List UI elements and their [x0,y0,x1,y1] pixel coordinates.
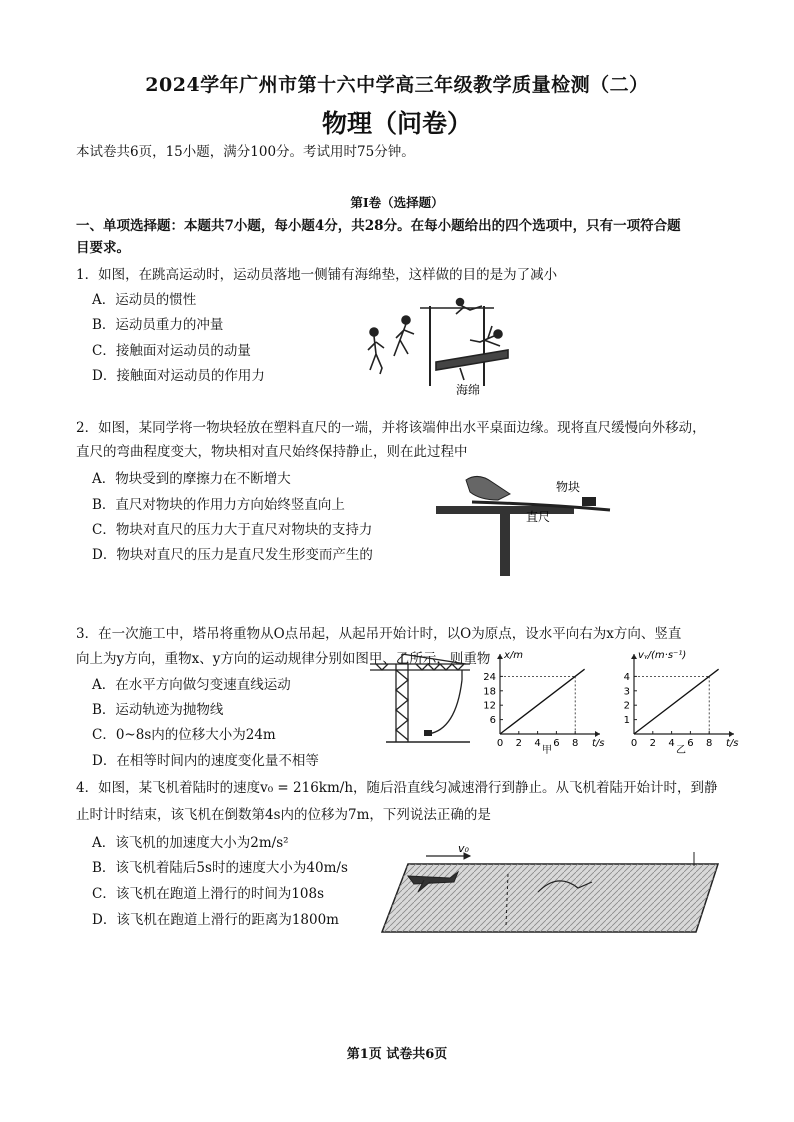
runway-figure [378,842,728,938]
question-4-stem-2: 止时计时结束，该飞机在倒数第4s内的位移为7m，下列说法正确的是 [76,807,491,823]
chart-yi-series-line [634,669,719,734]
chart-yi-y-label: vᵧ/(m·s⁻¹) [638,650,687,661]
chart-yi-y-tick-label: 1 [623,715,630,727]
chart-yi-y-tick-label: 2 [623,700,630,712]
chart-jia-y-tick-label: 24 [483,671,496,683]
ruler-label: 直尺 [526,510,551,524]
question-2-stem-2: 直尺的弯曲程度变大，物块相对直尺始终保持静止，则在此过程中 [76,444,468,460]
section-instruction-1: 一、单项选择题：本题共7小题，每小题4分，共28分。在每小题给出的四个选项中，只有一项符合题 [76,218,681,234]
question-1-stem: 1．如图，在跳高运动时，运动员落地一侧铺有海绵垫，这样做的目的是为了减小 [76,267,558,283]
page-footer: 第1页 试卷共6页 [346,1047,448,1062]
chart-jia-x-tick-label: 8 [572,738,579,749]
chart-yi-x-arrow [729,731,734,737]
question-1-option-b: B．运动员重力的冲量 [92,317,224,333]
question-3-option-d: D．在相等时间内的速度变化量不相等 [92,753,319,769]
chart-jia-y-tick-label: 6 [489,715,496,727]
chart-jia-y-arrow [497,654,503,659]
question-1-option-c: C．接触面对运动员的动量 [92,343,251,359]
sponge-label: 海绵 [456,383,481,397]
question-2-option-b: B．直尺对物块的作用力方向始终竖直向上 [92,497,345,513]
question-1-option-d: D．接触面对运动员的作用力 [92,368,265,384]
chart-jia-x-tick-label: 4 [534,738,541,749]
exam-subtitle: 物理（问卷） [321,109,472,138]
v0-label: v₀ [458,842,469,855]
question-3-stem-2: 向上为y方向，重物x、y方向的运动规律分别如图甲、乙所示，则重物 [76,651,491,667]
question-3-stem-1: 3．在一次施工中，塔吊将重物从O点吊起，从起吊开始计时，以O为原点，设水平向右为x方向、竖直 [76,626,682,642]
question-4-option-d: D．该飞机在跑道上滑行的距离为1800m [92,912,339,928]
chart-yi-y-tick-label: 3 [623,686,630,698]
block-label: 物块 [556,480,581,494]
chart-yi-x-tick-label: 4 [668,738,675,749]
chart-yi-x-tick-label: 2 [649,738,656,749]
chart-jia-y-label: x/m [504,650,524,661]
question-3-option-a: A．在水平方向做匀变速直线运动 [92,677,291,693]
exam-info: 本试卷共6页，15小题，满分100分。考试用时75分钟。 [76,144,415,160]
question-3-option-b: B．运动轨迹为抛物线 [92,702,224,718]
question-2-option-d: D．物块对直尺的压力是直尺发生形变而产生的 [92,547,373,563]
chart-jia-series-line [500,669,585,734]
chart-yi-x-label: t/s [726,738,739,749]
question-2-option-a: A．物块受到的摩擦力在不断增大 [92,471,291,487]
section-heading: 第I卷（选择题） [350,195,444,210]
exam-title: 2024学年广州市第十六中学高三年级教学质量检测（二） [145,74,649,96]
question-3-option-c: C．0~8s内的位移大小为24m [92,727,276,743]
question-1-option-a: A．运动员的惯性 [92,292,197,308]
question-4-option-c: C．该飞机在跑道上滑行的时间为108s [92,886,325,902]
question-4-option-a: A．该飞机的加速度大小为2m/s² [92,835,289,851]
tower-crane-figure [366,650,474,746]
chart-jia-x-arrow [595,731,600,737]
question-4-option-b: B．该飞机着陆后5s时的速度大小为40m/s [92,860,348,876]
chart-jia-x-label: t/s [592,738,605,749]
question-4-stem-1: 4．如图，某飞机着陆时的速度v₀ = 216km/h，随后沿直线匀减速滑行到静止。从飞机着陆开始计时，到静 [76,780,718,796]
ruler-figure [432,470,618,578]
chart-yi-y-arrow [631,654,637,659]
chart-yi-x-tick-label: 0 [630,738,638,749]
section-instruction-2: 目要求。 [76,240,130,256]
question-2-stem-1: 2．如图，某同学将一物块轻放在塑料直尺的一端，并将该端伸出水平桌面边缘。现将直尺缓慢向外移动， [76,420,706,436]
chart-yi-x-tick-label: 6 [687,738,694,749]
chart-yi-x-tick-label: 8 [706,738,713,749]
high-jump-figure [360,296,520,400]
chart-yi-caption: 乙 [676,745,686,754]
chart-yi [612,646,740,754]
question-2-option-c: C．物块对直尺的压力大于直尺对物块的支持力 [92,522,373,538]
chart-jia [478,646,606,754]
chart-jia-x-tick-label: 6 [553,738,560,749]
chart-jia-caption: 甲 [542,745,552,754]
chart-jia-x-tick-label: 2 [515,738,522,749]
chart-yi-y-tick-label: 4 [623,671,630,683]
chart-jia-y-tick-label: 18 [483,686,496,698]
chart-jia-y-tick-label: 12 [483,700,496,712]
chart-jia-x-tick-label: 0 [496,738,504,749]
